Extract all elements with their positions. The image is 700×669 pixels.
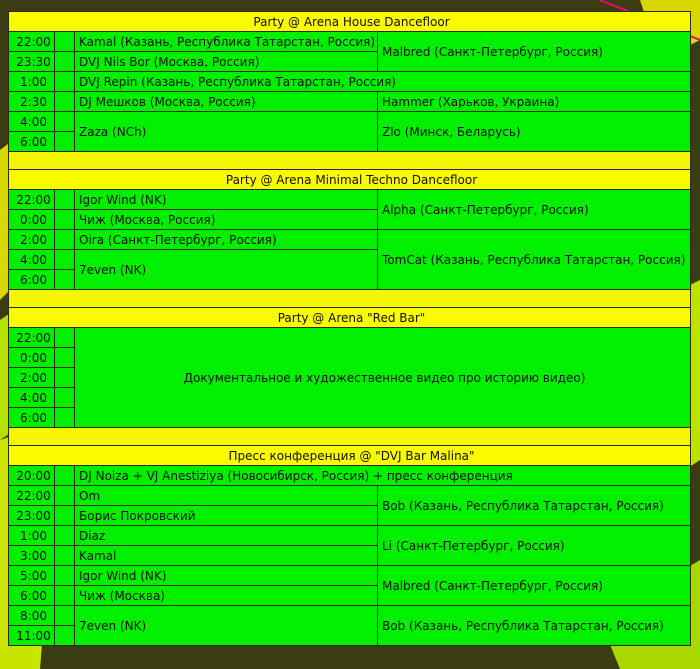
act-cell: Hammer (Харьков, Украина)	[378, 92, 691, 112]
act-cell: Документальное и художественное видео про историю видео)	[75, 328, 691, 428]
section-gap	[9, 290, 691, 308]
spacer-cell	[55, 190, 75, 210]
act-cell: 7even (NK)	[75, 250, 378, 290]
time-cell: 22:00	[9, 190, 55, 210]
time-cell: 4:00	[9, 250, 55, 270]
time-cell: 6:00	[9, 586, 55, 606]
act-cell: DVJ Nils Bor (Москва, Россия)	[75, 52, 378, 72]
spacer-cell	[55, 132, 75, 152]
spacer-cell	[55, 566, 75, 586]
section-gap	[9, 152, 691, 170]
spacer-cell	[55, 210, 75, 230]
act-cell: Oira (Санкт-Петербург, Россия)	[75, 230, 378, 250]
spacer-cell	[55, 328, 75, 348]
act-cell: Kamal	[75, 546, 378, 566]
act-cell: Diaz	[75, 526, 378, 546]
time-cell: 1:00	[9, 526, 55, 546]
time-cell: 0:00	[9, 210, 55, 230]
act-cell: Чиж (Москва)	[75, 586, 378, 606]
spacer-cell	[55, 52, 75, 72]
time-cell: 4:00	[9, 112, 55, 132]
time-cell: 3:00	[9, 546, 55, 566]
act-cell: Malbred (Санкт-Петербург, Россия)	[378, 566, 691, 606]
schedule-table	[8, 11, 691, 646]
time-cell: 22:00	[9, 32, 55, 52]
spacer-cell	[55, 348, 75, 368]
time-cell: 1:00	[9, 72, 55, 92]
spacer-cell	[55, 486, 75, 506]
spacer-cell	[55, 606, 75, 626]
act-cell: Чиж (Москва, Россия)	[75, 210, 378, 230]
spacer-cell	[55, 506, 75, 526]
time-cell: 23:00	[9, 506, 55, 526]
time-cell: 22:00	[9, 486, 55, 506]
section-header-press-conference: Пресс конференция @ "DVJ Bar Malina"	[9, 446, 691, 466]
section-gap	[9, 428, 691, 446]
act-cell: 7even (NK)	[75, 606, 378, 646]
act-cell: Борис Покровский	[75, 506, 378, 526]
act-cell: Om	[75, 486, 378, 506]
time-cell: 6:00	[9, 132, 55, 152]
spacer-cell	[55, 388, 75, 408]
spacer-cell	[55, 270, 75, 290]
act-cell: Kamal (Казань, Республика Татарстан, Россия)	[75, 32, 378, 52]
time-cell: 2:00	[9, 368, 55, 388]
act-cell: Malbred (Санкт-Петербург, Россия)	[378, 32, 691, 72]
time-cell: 4:00	[9, 388, 55, 408]
spacer-cell	[55, 112, 75, 132]
spacer-cell	[55, 230, 75, 250]
section-header-house: Party @ Arena House Dancefloor	[9, 12, 691, 32]
act-cell: Li (Санкт-Петербург, Россия)	[378, 526, 691, 566]
act-cell: TomCat (Казань, Республика Татарстан, Россия)	[378, 230, 691, 290]
time-cell: 6:00	[9, 408, 55, 428]
time-cell: 0:00	[9, 348, 55, 368]
time-cell: 8:00	[9, 606, 55, 626]
time-cell: 11:00	[9, 626, 55, 646]
act-cell: Igor Wind (NK)	[75, 190, 378, 210]
time-cell: 2:30	[9, 92, 55, 112]
time-cell: 2:00	[9, 230, 55, 250]
spacer-cell	[55, 32, 75, 52]
act-cell: Bob (Казань, Республика Татарстан, Россия)	[378, 486, 691, 526]
spacer-cell	[55, 250, 75, 270]
section-header-red-bar: Party @ Arena "Red Bar"	[9, 308, 691, 328]
spacer-cell	[55, 408, 75, 428]
act-cell: DJ Noiza + VJ Anestiziya (Новосибирск, Россия) + пресс конференция	[75, 466, 691, 486]
act-cell: Bob (Казань, Республика Татарстан, Россия)	[378, 606, 691, 646]
spacer-cell	[55, 466, 75, 486]
section-header-minimal-techno: Party @ Arena Minimal Techno Dancefloor	[9, 170, 691, 190]
spacer-cell	[55, 626, 75, 646]
time-cell: 22:00	[9, 328, 55, 348]
time-cell: 20:00	[9, 466, 55, 486]
time-cell: 6:00	[9, 270, 55, 290]
spacer-cell	[55, 586, 75, 606]
time-cell: 5:00	[9, 566, 55, 586]
act-cell: Igor Wind (NK)	[75, 566, 378, 586]
act-cell: Alpha (Санкт-Петербург, Россия)	[378, 190, 691, 230]
act-cell: Zaza (NCh)	[75, 112, 378, 152]
spacer-cell	[55, 368, 75, 388]
spacer-cell	[55, 92, 75, 112]
act-cell: DJ Мешков (Москва, Россия)	[75, 92, 378, 112]
spacer-cell	[55, 546, 75, 566]
act-cell: Zlo (Минск, Беларусь)	[378, 112, 691, 152]
spacer-cell	[55, 526, 75, 546]
time-cell: 23:30	[9, 52, 55, 72]
act-cell: DVJ Repin (Казань, Республика Татарстан, Россия)	[75, 72, 691, 92]
spacer-cell	[55, 72, 75, 92]
